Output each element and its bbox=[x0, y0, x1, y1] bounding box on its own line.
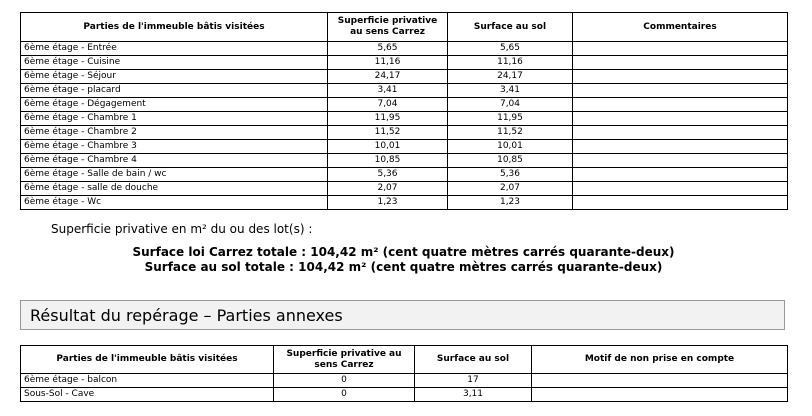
cell-sol: 5,36 bbox=[448, 168, 573, 182]
cell-comment bbox=[573, 56, 788, 70]
cell-name: 6ème étage - Cuisine bbox=[21, 56, 328, 70]
table-row bbox=[21, 42, 788, 56]
table-header-row bbox=[21, 13, 788, 42]
cell-motif bbox=[532, 388, 788, 402]
cell-sol: 2,07 bbox=[448, 182, 573, 196]
cell-name: 6ème étage - balcon bbox=[21, 374, 274, 388]
cell-sol: 17 bbox=[415, 374, 532, 388]
table-row bbox=[21, 374, 788, 388]
header-motif: Motif de non prise en compte bbox=[532, 346, 788, 374]
header-carrez: Superficie privative au sens Carrez bbox=[328, 13, 448, 42]
cell-sol: 24,17 bbox=[448, 70, 573, 84]
cell-name: 6ème étage - Salle de bain / wc bbox=[21, 168, 328, 182]
table-header-row bbox=[21, 346, 788, 374]
cell-name: 6ème étage - salle de douche bbox=[21, 182, 328, 196]
cell-sol: 5,65 bbox=[448, 42, 573, 56]
cell-carrez: 11,52 bbox=[328, 126, 448, 140]
cell-comment bbox=[573, 168, 788, 182]
cell-name: Sous-Sol - Cave bbox=[21, 388, 274, 402]
cell-name: 6ème étage - Entrée bbox=[21, 42, 328, 56]
cell-carrez: 0 bbox=[274, 388, 415, 402]
cell-carrez: 11,95 bbox=[328, 112, 448, 126]
cell-carrez: 24,17 bbox=[328, 70, 448, 84]
cell-sol: 10,85 bbox=[448, 154, 573, 168]
header-parties: Parties de l'immeuble bâtis visitées bbox=[21, 346, 274, 374]
cell-name: 6ème étage - Dégagement bbox=[21, 98, 328, 112]
cell-name: 6ème étage - Séjour bbox=[21, 70, 328, 84]
cell-sol: 1,23 bbox=[448, 196, 573, 210]
cell-comment bbox=[573, 126, 788, 140]
table-row bbox=[21, 388, 788, 402]
surface-intro: Superficie privative en m² du ou des lot(s) : bbox=[51, 222, 313, 236]
cell-carrez: 7,04 bbox=[328, 98, 448, 112]
total-carrez: Surface loi Carrez totale : 104,42 m² (cent quatre mètres carrés quarante-deux) bbox=[132, 245, 675, 259]
cell-carrez: 0 bbox=[274, 374, 415, 388]
cell-name: 6ème étage - Chambre 4 bbox=[21, 154, 328, 168]
cell-carrez: 1,23 bbox=[328, 196, 448, 210]
cell-carrez: 10,85 bbox=[328, 154, 448, 168]
header-carrez: Superficie privative au sens Carrez bbox=[274, 346, 415, 374]
cell-carrez: 5,36 bbox=[328, 168, 448, 182]
header-sol: Surface au sol bbox=[448, 13, 573, 42]
cell-name: 6ème étage - placard bbox=[21, 84, 328, 98]
section-title-parties-annexes: Résultat du repérage – Parties annexes bbox=[20, 300, 785, 330]
cell-sol: 10,01 bbox=[448, 140, 573, 154]
cell-sol: 11,16 bbox=[448, 56, 573, 70]
cell-motif bbox=[532, 374, 788, 388]
cell-sol: 11,52 bbox=[448, 126, 573, 140]
table-row bbox=[21, 70, 788, 84]
cell-comment bbox=[573, 196, 788, 210]
cell-sol: 11,95 bbox=[448, 112, 573, 126]
carrez-surface-table bbox=[20, 12, 788, 210]
cell-comment bbox=[573, 70, 788, 84]
cell-name: 6ème étage - Chambre 3 bbox=[21, 140, 328, 154]
cell-carrez: 2,07 bbox=[328, 182, 448, 196]
cell-comment bbox=[573, 112, 788, 126]
cell-comment bbox=[573, 154, 788, 168]
cell-sol: 3,11 bbox=[415, 388, 532, 402]
annex-surface-table bbox=[20, 345, 788, 402]
table-row bbox=[21, 56, 788, 70]
table-row bbox=[21, 126, 788, 140]
cell-name: 6ème étage - Chambre 2 bbox=[21, 126, 328, 140]
table-row bbox=[21, 168, 788, 182]
cell-sol: 7,04 bbox=[448, 98, 573, 112]
cell-carrez: 10,01 bbox=[328, 140, 448, 154]
cell-comment bbox=[573, 98, 788, 112]
cell-name: 6ème étage - Wc bbox=[21, 196, 328, 210]
cell-comment bbox=[573, 140, 788, 154]
cell-carrez: 5,65 bbox=[328, 42, 448, 56]
table-row bbox=[21, 182, 788, 196]
cell-comment bbox=[573, 182, 788, 196]
header-parties: Parties de l'immeuble bâtis visitées bbox=[21, 13, 328, 42]
cell-carrez: 3,41 bbox=[328, 84, 448, 98]
header-sol: Surface au sol bbox=[415, 346, 532, 374]
table-row bbox=[21, 196, 788, 210]
cell-sol: 3,41 bbox=[448, 84, 573, 98]
total-sol: Surface au sol totale : 104,42 m² (cent quatre mètres carrés quarante-deux) bbox=[144, 260, 663, 274]
table-row bbox=[21, 140, 788, 154]
table-row bbox=[21, 154, 788, 168]
table-row bbox=[21, 112, 788, 126]
cell-comment bbox=[573, 84, 788, 98]
cell-comment bbox=[573, 42, 788, 56]
cell-carrez: 11,16 bbox=[328, 56, 448, 70]
table-row bbox=[21, 98, 788, 112]
header-commentaires: Commentaires bbox=[573, 13, 788, 42]
cell-name: 6ème étage - Chambre 1 bbox=[21, 112, 328, 126]
table-row bbox=[21, 84, 788, 98]
